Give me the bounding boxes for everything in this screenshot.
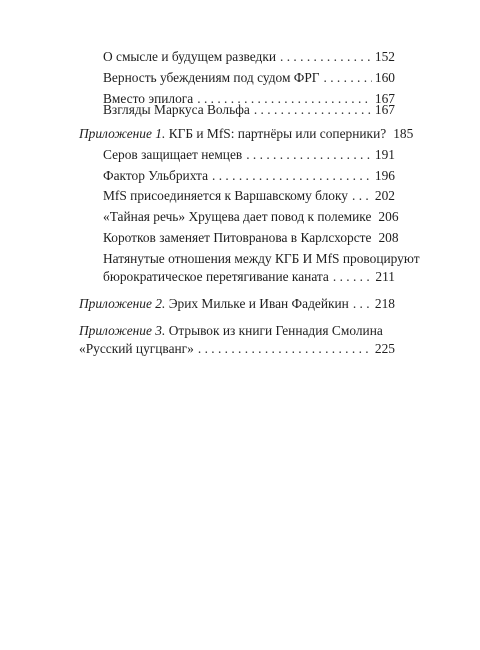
toc-entry-line1[interactable] (103, 249, 420, 269)
toc-page-number: 160 (374, 70, 395, 85)
dot-leader (212, 166, 372, 186)
toc-entry[interactable] (103, 145, 395, 165)
toc-page-number: 185 (393, 126, 414, 141)
toc-entry[interactable] (103, 100, 395, 120)
toc-page-number: 167 (374, 102, 395, 117)
toc-entry-title: Верность убеждениям под судом ФРГ (103, 70, 320, 85)
toc-entry-title-line1: Отрывок из книги Геннадия Смолина (168, 323, 383, 338)
toc-entry-title: «Тайная речь» Хрущева дает повод к полемике (103, 209, 372, 224)
toc-entry[interactable] (103, 267, 395, 287)
toc-entry[interactable] (103, 186, 395, 206)
toc-entry[interactable] (103, 207, 399, 227)
toc-entry[interactable] (103, 166, 395, 186)
toc-appendix-entry[interactable] (79, 339, 395, 359)
toc-page-number: 202 (374, 188, 395, 203)
toc-entry-title: Фактор Ульбрихта (103, 168, 209, 183)
toc-entry-title: «Русский цугцванг» (79, 341, 194, 356)
toc-page-number: 211 (375, 269, 395, 284)
toc-page-number: 225 (374, 341, 395, 356)
toc-page-number: 218 (374, 296, 395, 311)
toc-appendix-entry[interactable] (79, 294, 395, 314)
toc-entry-title: Вместо эпилога (103, 91, 194, 106)
toc-entry-title: бюрократическое перетягивание каната (103, 269, 329, 284)
toc-appendix-entry[interactable] (79, 124, 414, 144)
dot-leader (324, 68, 372, 88)
toc-entry-title-line1: Натянутые отношения между КГБ И MfS провоцируют (103, 251, 420, 266)
toc-page-number: 152 (374, 49, 395, 64)
toc-entry[interactable] (103, 228, 399, 248)
dot-leader (246, 145, 372, 165)
toc-entry-title: Взгляды Маркуса Вольфа (103, 102, 250, 117)
dot-leader (353, 294, 372, 314)
appendix-label: Приложение 3. (79, 323, 166, 338)
toc-entry-title: Коротков заменяет Питовранова в Карлсхорсте (103, 230, 372, 245)
toc-entry-title: MfS присоединяется к Варшавскому блоку (103, 188, 348, 203)
toc-entry-title: О смысле и будущем разведки (103, 49, 277, 64)
toc-entry[interactable] (103, 68, 395, 88)
toc-entry-title: Эрих Мильке и Иван Фадейкин (168, 296, 349, 311)
dot-leader (333, 267, 373, 287)
dot-leader (198, 339, 372, 359)
toc-page-number: 196 (374, 168, 395, 183)
dot-leader (352, 186, 372, 206)
toc-appendix-entry-line1[interactable] (79, 321, 395, 341)
toc-page-number: 191 (374, 147, 395, 162)
toc-page-number: 167 (374, 91, 395, 106)
appendix-label: Приложение 1. (79, 126, 166, 141)
dot-leader (254, 100, 372, 120)
appendix-label: Приложение 2. (79, 296, 166, 311)
toc-page-number: 206 (378, 209, 399, 224)
dot-leader (280, 47, 372, 67)
toc-entry[interactable] (103, 47, 395, 67)
toc-entry-title: КГБ и MfS: партнёры или соперники? (168, 126, 387, 141)
toc-page-number: 208 (378, 230, 399, 245)
toc-entry-title: Серов защищает немцев (103, 147, 243, 162)
